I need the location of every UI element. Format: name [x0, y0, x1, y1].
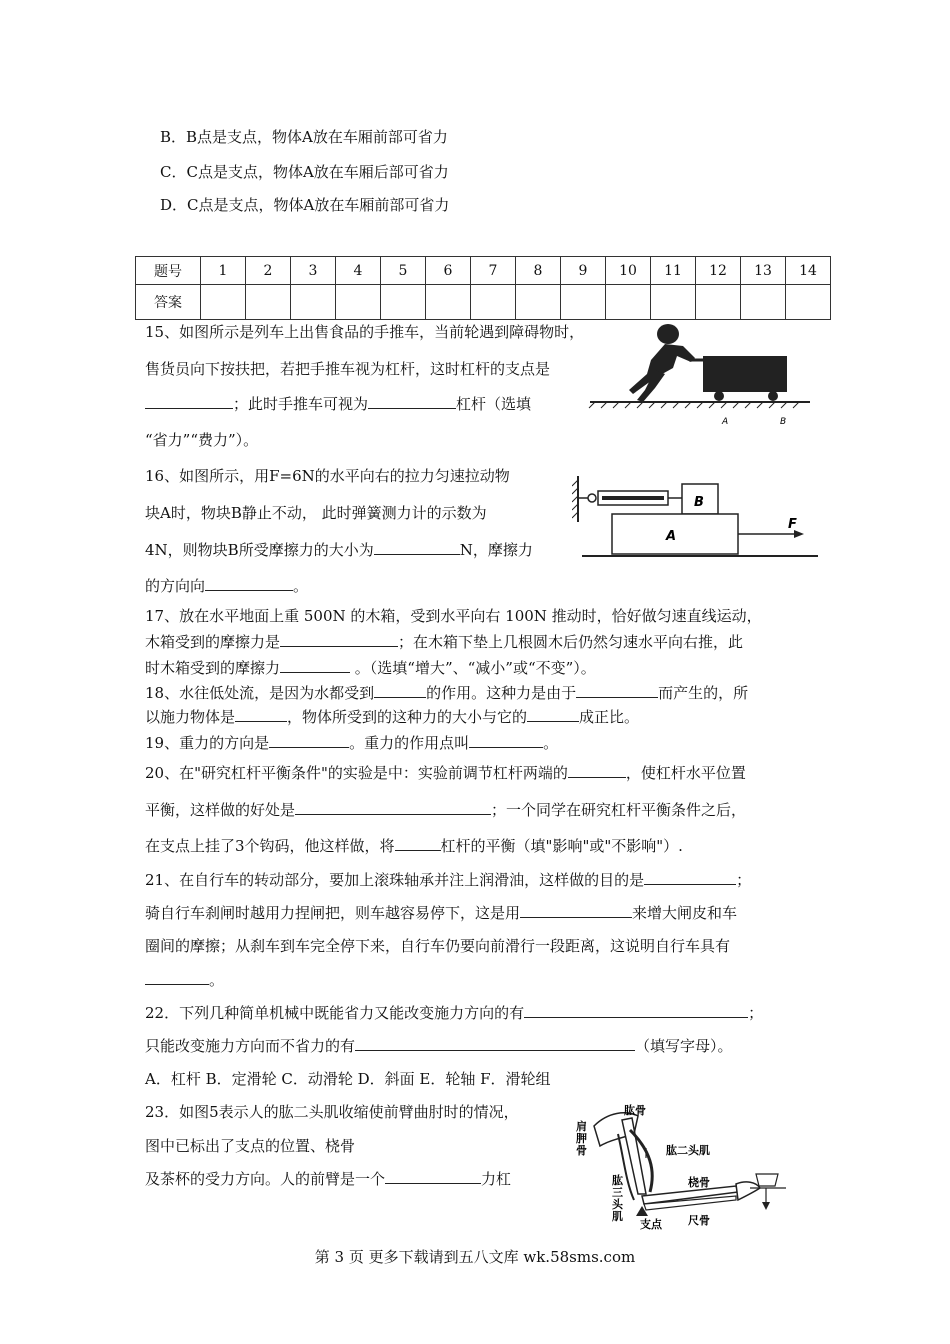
- q21-blank-inertia[interactable]: [145, 970, 209, 985]
- q20-blank-adjust[interactable]: [568, 763, 626, 778]
- q20-line2: 平衡，这样做的好处是 ；一个同学在研究杠杆平衡条件之后，: [145, 801, 747, 819]
- q15-line1: 15、如图所示是列车上出售食品的手推车，当前轮遇到障碍物时，: [145, 323, 585, 341]
- table-cell: 4: [336, 257, 381, 285]
- table-cell: 3: [291, 257, 336, 285]
- q15-label-a: A: [722, 417, 729, 427]
- answer-cell[interactable]: [426, 285, 471, 320]
- q22-line1: 22．下列几种简单机械中既能省力又能改变施力方向的有 ；: [145, 1004, 764, 1022]
- label-biceps: 肱二头肌: [666, 1144, 710, 1157]
- q23-line1: 23．如图5表示人的肱二头肌收缩使前臂曲肘时的情况，: [145, 1103, 519, 1121]
- table-cell: 13: [741, 257, 786, 285]
- q18-blank-force[interactable]: [374, 683, 426, 698]
- answer-cell[interactable]: [381, 285, 426, 320]
- answer-cell[interactable]: [786, 285, 831, 320]
- q22-blank-both[interactable]: [524, 1003, 748, 1018]
- q21-line3: 圈间的摩擦；从刹车到车完全停下来，自行车仍要向前滑行一段距离，这说明自行车具有: [145, 937, 731, 955]
- answer-cell[interactable]: [516, 285, 561, 320]
- table-cell: 10: [606, 257, 651, 285]
- q16-spring-figure: [572, 472, 822, 564]
- q23-line2: 图中已标出了支点的位置、桡骨: [145, 1137, 356, 1155]
- answer-cell[interactable]: [246, 285, 291, 320]
- q18-line2: 以施力物体是 ，物体所受到的这种力的大小与它的 成正比。: [145, 708, 640, 726]
- q19-blank-direction[interactable]: [269, 733, 349, 748]
- answer-cell[interactable]: [561, 285, 606, 320]
- q16-label-f: F: [788, 517, 797, 532]
- q20-blank-affect[interactable]: [395, 836, 441, 851]
- label-triceps-2: 三: [612, 1186, 623, 1199]
- q22-choices: A．杠杆 B．定滑轮 C．动滑轮 D．斜面 E．轮轴 F．滑轮组: [145, 1070, 551, 1088]
- q15-cart-figure: [585, 316, 815, 432]
- q22-line2: 只能改变施力方向而不省力的有 （填写字母）。: [145, 1037, 733, 1055]
- q20-line3: 在支点上挂了3个钩码，他这样做，将 杠杆的平衡（填"影响"或"不影响"）.: [145, 837, 683, 855]
- q18-blank-source[interactable]: [235, 707, 287, 722]
- q22-blank-direction-only[interactable]: [355, 1036, 635, 1051]
- q16-line1: 16、如图所示，用F=6N的水平向右的拉力匀速拉动物: [145, 467, 510, 485]
- page-footer: 第 3 页 更多下载请到五八文库 wk.58sms.com: [314, 1248, 636, 1266]
- q16-blank-direction[interactable]: [205, 576, 293, 591]
- q15-label-b: B: [780, 417, 787, 427]
- label-scapula-2: 胛: [576, 1132, 587, 1145]
- q23-blank-lever-type[interactable]: [385, 1169, 481, 1184]
- answer-table: [135, 256, 831, 320]
- table-cell: 7: [471, 257, 516, 285]
- label-humerus: 肱骨: [624, 1104, 646, 1117]
- q16-line4: 的方向向 。: [145, 577, 309, 595]
- q16-label-b: B: [694, 495, 704, 510]
- label-triceps-4: 肌: [612, 1210, 623, 1223]
- table-cell: 12: [696, 257, 741, 285]
- q17-blank-friction[interactable]: [280, 632, 398, 647]
- q16-blank-friction[interactable]: [374, 540, 460, 555]
- table-cell: 2: [246, 257, 291, 285]
- q16-label-a: A: [666, 529, 677, 544]
- q16-line2: 块A时，物块B静止不动， 此时弹簧测力计的示数为: [145, 504, 487, 522]
- q15-blank-lever-type[interactable]: [368, 394, 456, 409]
- table-cell: 9: [561, 257, 606, 285]
- answer-cell[interactable]: [471, 285, 516, 320]
- answer-cell[interactable]: [336, 285, 381, 320]
- answer-cell[interactable]: [606, 285, 651, 320]
- label-fulcrum: 支点: [640, 1218, 662, 1231]
- q15-line4: “省力”“费力”）。: [145, 431, 259, 449]
- table-cell: 5: [381, 257, 426, 285]
- table-row-label: 答案: [136, 285, 201, 320]
- label-ulna: 尺骨: [688, 1214, 710, 1227]
- q17-blank-change[interactable]: [280, 658, 350, 673]
- q21-line4: 。: [145, 970, 224, 990]
- answer-cell[interactable]: [741, 285, 786, 320]
- q18-blank-proportional[interactable]: [527, 707, 579, 722]
- q21-blank-purpose[interactable]: [644, 870, 736, 885]
- answer-cell[interactable]: [291, 285, 336, 320]
- table-row-label: 题号: [136, 257, 201, 285]
- q15-line3: ；此时手推车可视为 杠杆（选填: [145, 394, 531, 414]
- q15-line2: 售货员向下按扶把，若把手推车视为杠杆，这时杠杆的支点是: [145, 360, 551, 378]
- q17-line1: 17、放在水平地面上重 500N 的木箱，受到水平向右 100N 推动时，恰好做匀速直线运动，: [145, 607, 762, 625]
- q15-blank-fulcrum[interactable]: [145, 394, 233, 409]
- label-scapula-3: 骨: [576, 1144, 587, 1157]
- q20-blank-benefit[interactable]: [295, 800, 491, 815]
- q16-line3: 4N，则物块B所受摩擦力的大小为 N，摩擦力: [145, 541, 533, 559]
- q20-line1: 20、在"研究杠杆平衡条件"的实验是中：实验前调节杠杆两端的 ，使杠杆水平位置: [145, 764, 746, 782]
- table-cell: 8: [516, 257, 561, 285]
- label-triceps-3: 头: [612, 1198, 623, 1211]
- answer-cell[interactable]: [696, 285, 741, 320]
- option-c: C．C点是支点，物体A放在车厢后部可省力: [160, 163, 449, 181]
- table-cell: 11: [651, 257, 696, 285]
- label-radius: 桡骨: [688, 1176, 710, 1189]
- option-d: D．C点是支点，物体A放在车厢前部可省力: [160, 196, 450, 214]
- q23-line3: 及茶杯的受力方向。人的前臂是一个 力杠: [145, 1170, 512, 1188]
- q21-line2: 骑自行车刹闸时越用力捏闸把，则车越容易停下，这是用 来增大闸皮和车: [145, 904, 738, 922]
- table-cell: 6: [426, 257, 471, 285]
- q21-line1: 21、在自行车的转动部分，要加上滚珠轴承并注上润滑油，这样做的目的是 ；: [145, 871, 752, 889]
- answer-cell[interactable]: [201, 285, 246, 320]
- q21-blank-method[interactable]: [520, 903, 632, 918]
- table-cell: 1: [201, 257, 246, 285]
- q23-arm-figure: [560, 1100, 810, 1232]
- label-triceps-1: 肱: [612, 1174, 623, 1187]
- q17-line3: 时木箱受到的摩擦力 。（选填“增大”、“减小”或“不变”）。: [145, 659, 596, 677]
- q18-line1: 18、水往低处流，是因为水都受到 的作用。这种力是由于 而产生的，所: [145, 684, 749, 702]
- q17-line2: 木箱受到的摩擦力是 ；在木箱下垫上几根圆木后仍然匀速水平向右推，此: [145, 633, 744, 651]
- q19-line: 19、重力的方向是 。重力的作用点叫 。: [145, 734, 559, 752]
- label-scapula-1: 肩: [576, 1120, 587, 1133]
- q19-blank-point[interactable]: [469, 733, 543, 748]
- option-b: B．B点是支点，物体A放在车厢前部可省力: [160, 128, 448, 146]
- table-cell: 14: [786, 257, 831, 285]
- answer-cell[interactable]: [651, 285, 696, 320]
- q18-blank-cause[interactable]: [576, 683, 658, 698]
